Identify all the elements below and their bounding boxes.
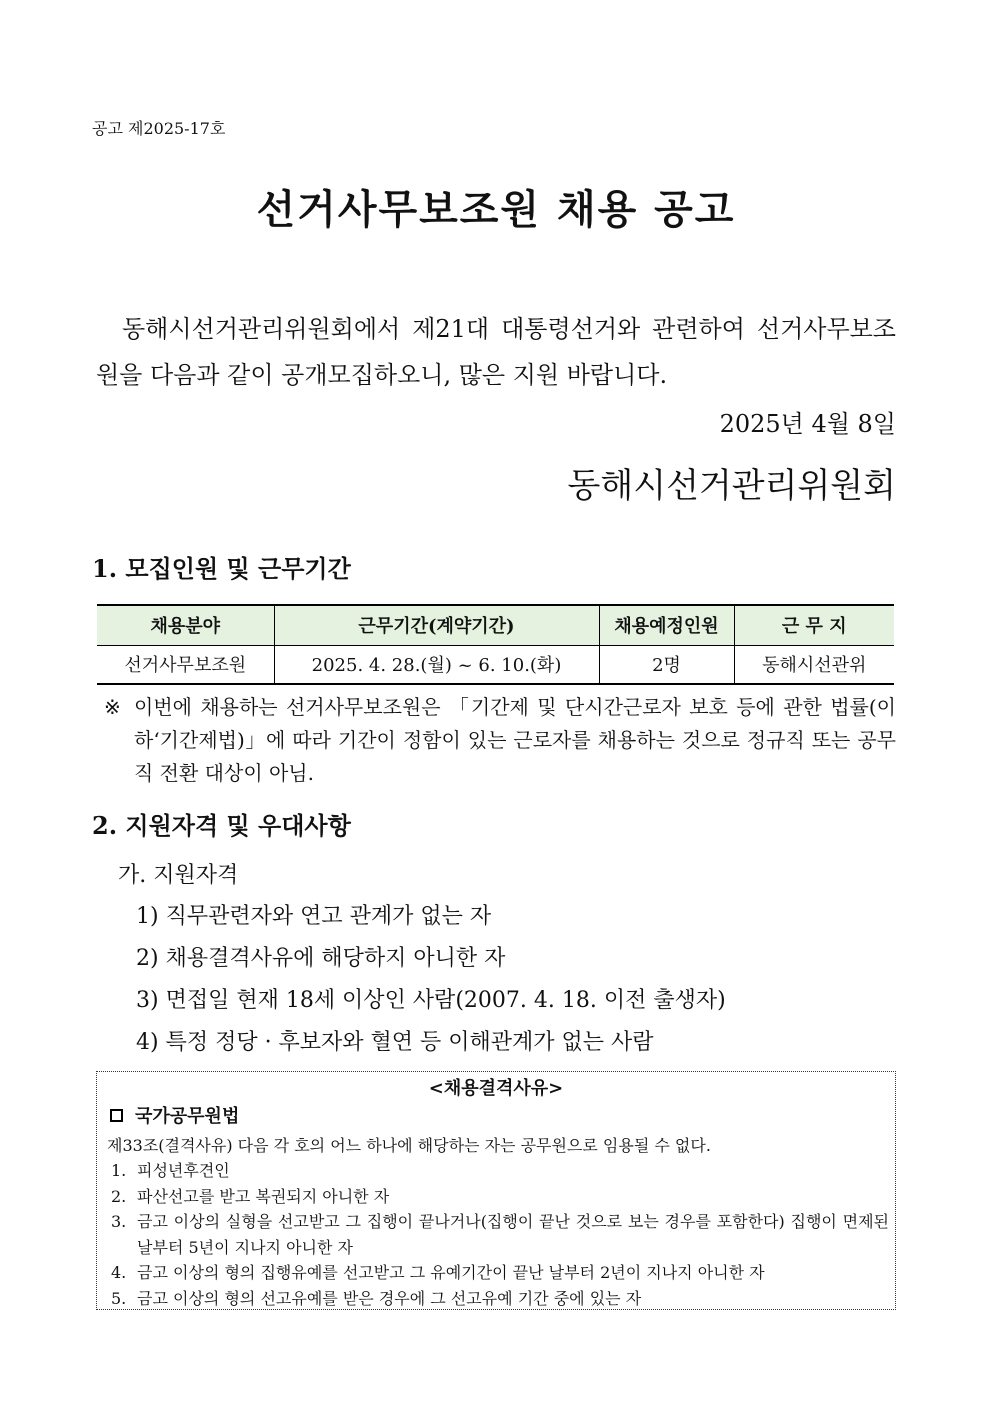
list-item: 4) 특정 정당 · 후보자와 혈연 등 이해관계가 없는 사람 (136, 1030, 654, 1055)
cell-period: 2025. 4. 28.(월) ~ 6. 10.(화) (274, 645, 599, 684)
list-item (111, 1260, 889, 1286)
header-field: 채용분야 (97, 605, 274, 645)
notice-number: 공고 제2025-17호 (92, 119, 226, 138)
item-text: 피성년후견인 (137, 1161, 230, 1180)
cell-headcount: 2명 (599, 645, 734, 684)
list-item: 3) 면접일 현재 18세 이상인 사람(2007. 4. 18. 이전 출생자) (136, 988, 726, 1013)
intro-paragraph: 동해시선거관리위원회에서 제21대 대통령선거와 관련하여 선거사무보조원을 다음과 같이 공개모집하오니, 많은 지원 바랍니다. (96, 315, 896, 389)
list-item (111, 1184, 889, 1210)
table-row (97, 645, 894, 684)
disqualification-list (111, 1158, 889, 1311)
header-period: 근무기간(계약기간) (274, 605, 599, 645)
item-text: 금고 이상의 형의 집행유예를 선고받고 그 유예기간이 끝난 날부터 2년이 지나지 아니한 자 (137, 1263, 765, 1282)
recruitment-table (97, 604, 894, 685)
list-item: 1) 직무관련자와 연고 관계가 없는 자 (136, 904, 492, 929)
cell-field: 선거사무보조원 (97, 645, 274, 684)
list-item (111, 1286, 889, 1312)
item-text: 금고 이상의 형의 선고유예를 받은 경우에 그 선고유예 기간 중에 있는 자 (137, 1288, 642, 1308)
item-number: 5. (111, 1288, 127, 1308)
item-number: 1. (111, 1161, 127, 1180)
item-number: 2. (111, 1186, 127, 1206)
employment-note (104, 691, 896, 790)
table-header-row (97, 605, 894, 645)
square-checkbox-icon (110, 1109, 123, 1122)
box-title: <채용결격사유> (428, 1078, 564, 1099)
section-heading-qualifications: 2. 지원자격 및 우대사항 (92, 811, 351, 840)
page-title: 선거사무보조원 채용 공고 (256, 187, 736, 233)
notice-date: 2025년 4월 8일 (719, 410, 896, 438)
header-workplace: 근 무 지 (734, 605, 894, 645)
item-text: 금고 이상의 실형을 선고받고 그 집행이 끝나거나(집행이 끝난 것으로 보는 경우를 포함한다) 집행이 면제된 날부터 5년이 지나지 아니한 자 (137, 1212, 889, 1257)
note-text: 이번에 채용하는 선거사무보조원은 「기간제 및 단시간근로자 보호 등에 관한 법률(이하‘기간제법)」에 따라 기간이 정함이 있는 근로자를 채용하는 것으로 정규직 또는 공무직 전환 대상이 아님. (134, 695, 896, 785)
law-heading (107, 1102, 239, 1128)
cell-workplace: 동해시선관위 (734, 645, 894, 684)
header-headcount: 채용예정인원 (599, 605, 734, 645)
list-item (111, 1158, 889, 1184)
sub-heading-eligibility: 가. 지원자격 (118, 863, 239, 888)
list-item: 2) 채용결격사유에 해당하지 아니한 자 (136, 946, 506, 971)
item-text: 파산선고를 받고 복권되지 아니한 자 (137, 1186, 390, 1206)
organization-name: 동해시선거관리위원회 (567, 466, 896, 506)
section-heading-recruitment: 1. 모집인원 및 근무기간 (92, 554, 351, 583)
item-number: 3. (111, 1212, 127, 1231)
reference-mark-icon: ※ (104, 695, 121, 719)
item-number: 4. (111, 1263, 127, 1282)
list-item (111, 1209, 889, 1260)
law-name: 국가공무원법 (135, 1106, 240, 1127)
law-clause: 제33조(결격사유) 다음 각 호의 어느 하나에 해당하는 자는 공무원으로 임용될 수 없다. (107, 1136, 711, 1155)
disqualification-box (96, 1071, 896, 1310)
